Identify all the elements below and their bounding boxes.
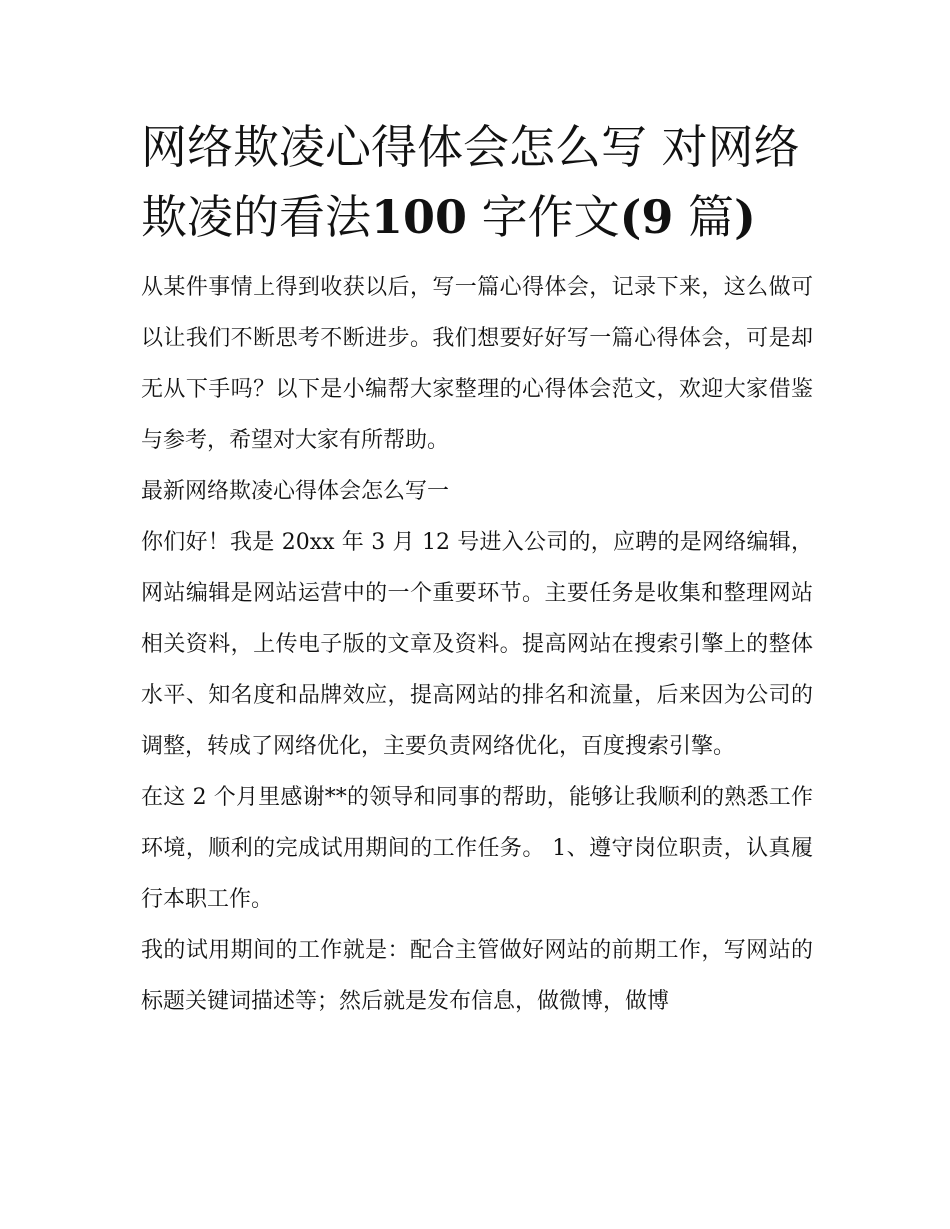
document-body [141, 112, 813, 1027]
body-paragraph: 在这 2 个月里感谢**的领导和同事的帮助，能够让我顺利的熟悉工作环境，顺利的完成试用期间的工作任务。 1、遵守岗位职责，认真履行本职工作。 [141, 785, 813, 912]
body-paragraph: 你们好！我是 20xx 年 3 月 12 号进入公司的，应聘的是网络编辑，网站编辑是网站运营中的一个重要环节。主要任务是收集和整理网站相关资料，上传电子版的文章及资料。提高网站在搜索引擎上的整体水平、知名度和品牌效应，提高网站的排名和流量，后来因为公司的调整，转成了网络优化，主要负责网络优化，百度搜索引擎。 [141, 530, 813, 759]
title-number: 100 [371, 190, 468, 244]
title-text-1: 网络欺凌心得体会怎么写 对网络欺凌的看法 [141, 120, 800, 244]
document-title [141, 112, 813, 252]
title-text-2: 字作文 [467, 190, 620, 244]
title-text-3: 篇 [673, 190, 735, 244]
title-close-paren: ) [734, 190, 756, 244]
body-paragraph: 我的试用期间的工作就是：配合主管做好网站的前期工作，写网站的标题关键词描述等；然后就是发布信息，做微博，做博 [141, 938, 813, 1014]
section-heading: 最新网络欺凌心得体会怎么写一 [141, 479, 450, 504]
intro-paragraph: 从某件事情上得到收获以后，写一篇心得体会，记录下来，这么做可以让我们不断思考不断进步。我们想要好好写一篇心得体会，可是却无从下手吗？以下是小编帮大家整理的心得体会范文，欢迎大家借鉴与参考，希望对大家有所帮助。 [141, 275, 813, 453]
title-count: (9 [619, 190, 674, 244]
